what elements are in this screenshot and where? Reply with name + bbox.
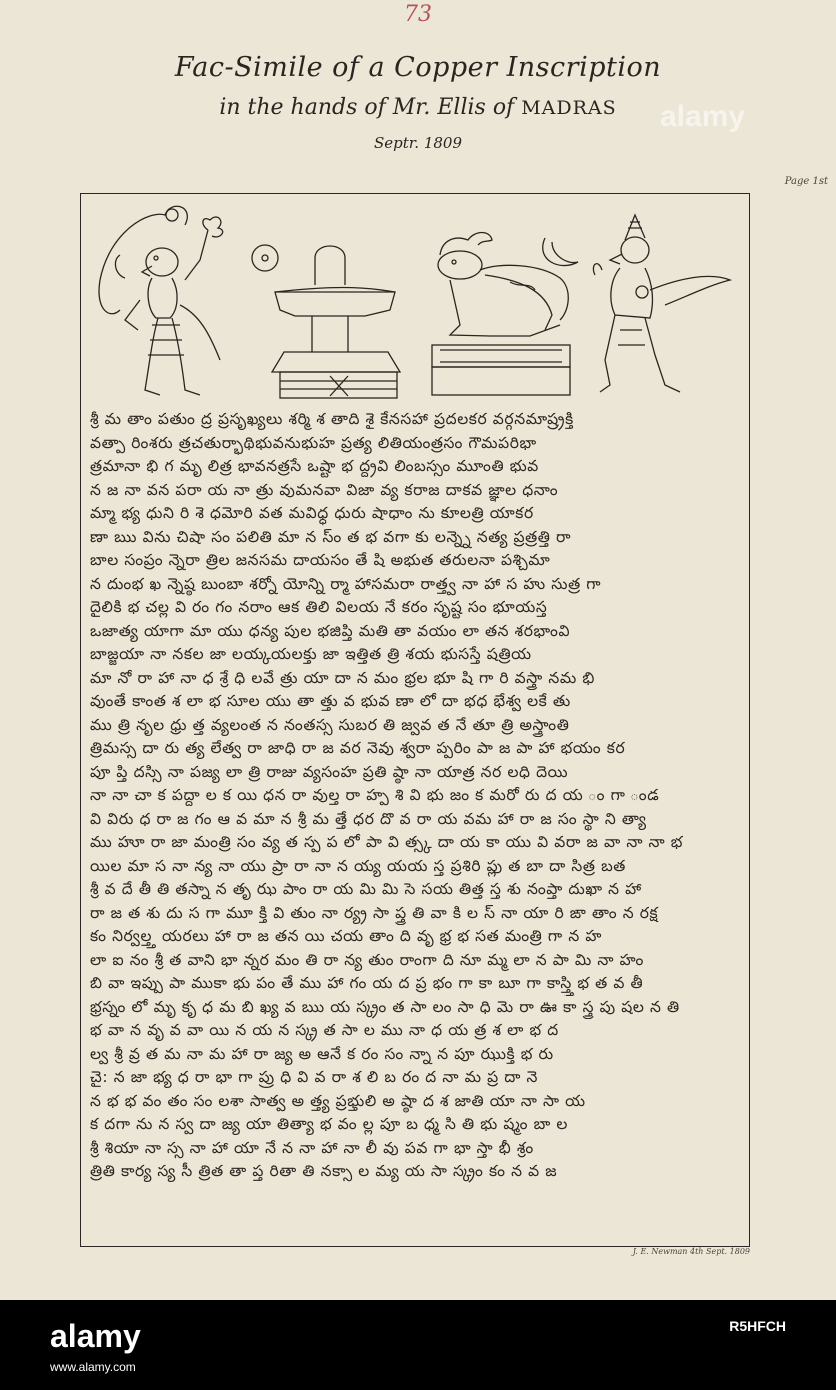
nandi-bull-icon [432, 233, 578, 396]
hanuman-figure-icon [99, 206, 223, 395]
inscription-line: శ్రీ మ తాం పతుం ద్ర ప్రసృఖ్యలు శర్మి శ తాది శై కేనసహా ప్రదలకర వర్గనమాష్ర్రక్తి [90, 410, 574, 428]
footer-bar [0, 1300, 836, 1390]
lingam-pedestal-icon [272, 246, 400, 398]
inscription-line: మా నో రా హా నా ధ శ్రే ధి లవే త్రు యా దా న మం భ్రల భూ షి గా రి వస్త్రా నమ భి [90, 668, 595, 687]
inscription-line: న భ భ వం తం సం లశా సాత్వ అ త్త్య ప్రభ్తులి అ ష్ఠా ద శ జాతి యా నా సా య [90, 1091, 586, 1110]
inscription-line: భ్రస్నం లో మృ కృ ధ మ బి ఖ్య వ ఋ య స్క్రం త సా లం సా ధి మె రా ఊ కా స్త్ర పు షల న తి [90, 997, 680, 1016]
inscription-line: త్రితి కార్య స్య సీ త్రిత తా ప్త రితా తి నక్సా ల మ్య య సా స్క్రం కం న వ జ [90, 1162, 558, 1180]
inscription-line: శ్రీ వ దే తీ తి తస్నా న తృ ఝ పాం రా య మి మి సె సయ తిత్త స్త శు నంప్తా దుఖా న హా [90, 880, 642, 898]
image-id: R5HFCH [729, 1318, 786, 1334]
inscription-line: చై: న జా భ్య ధ రా భా గా ప్రు ధి వి వ రా శ లి బ రం ద నా మ ప్ర దా నె [90, 1068, 539, 1086]
inscription-line: ల్వ శ్రీ వ్ర త మ నా మ హా రా జ్య అ ఆనే క రం సం న్నా న పూ ఝుక్తి భ రు [90, 1044, 554, 1063]
inscription-line: ము హూ రా జా మంత్రి సం వ్య త స్ప ప లో పా వి త్స్క దా య కా యు వి వరా జ వా నా నా భ [90, 833, 684, 851]
sun-disc-icon [252, 245, 278, 271]
footer-logo: alamy [50, 1318, 141, 1354]
title-line-1: Fac-Simile of a Copper Inscription [174, 52, 662, 83]
inscription-line: యిల మా స నా న్య నా యు ప్రా రా నా న య్య యయ స్త ప్రశిరి ప్లు త బా దా సిత్ర బత [90, 856, 626, 875]
inscription-line: త్రమానా భి గ మృ లిత్ర భావనత్రసే ఒష్టా భ ద్ద్రవి లింబస్సం మూంతి భువ [90, 457, 539, 475]
inscription-line: లా ఐ నం శ్రీ త వాని భా న్నర మం తి రా న్య తుం రాంగా ది నూ మ్మ లా న పా మి నా హం [90, 950, 644, 969]
inscription-line: నా నా చా క పద్దా ల క యి ధన రా వుల్త రా హ్ప శి వి భు జం క మరో రు ద య ం గా ండ [90, 786, 660, 804]
inscription-line: వుంతే కాంత శ లా భ సూల యు తా త్తు వ భువ ణా లో దా భధ భేశ్వ లకే తు [90, 692, 571, 710]
footer-url: www.alamy.com [50, 1360, 136, 1374]
inscription-text [90, 408, 740, 1184]
inscription-line: క దగా ను న స్వ దా జ్య యా తిత్యా భ వం ల్ల పూ బ ధ్మ సి తి భు ష్మం బా ల [90, 1115, 568, 1133]
inscription-line: బాజ్జయా నా నకల జా లయ్కయలక్తు జా ఇత్తిత త్రి శయ భుసస్తే షత్రియ [90, 645, 532, 663]
page-number: 73 [404, 2, 432, 27]
inscription-line: వత్పా రింశరు త్రచతుర్భాథిభువనుభుహ ప్రత్య లితియంత్రసం గౌమపరిభా [90, 433, 537, 452]
garuda-figure-icon [593, 215, 730, 392]
inscription-line: ఒజాత్య యాగా మా యు ధన్య పుల భజిప్తి మతి తా వయం లా తన శరభాంవి [90, 621, 571, 640]
inscription-line: కం నిర్వల్త్త యరలు హా రా జ తన యి చయ తాం ది వృ భ్ర భ సత మంత్రి గా న హ [90, 927, 602, 945]
page-label: Page 1st [784, 176, 828, 187]
inscription-line: త్రిమస్స దా రు త్య లేత్వ రా జాధి రా జ వర నెవు శ్వరా ప్పరిం పా జ పా హా భయం కర [90, 739, 626, 757]
title-line-2-prefix: in the hands of Mr. Ellis of [219, 95, 522, 120]
inscription-line: బి వా ఇప్పు పా ముకా భు పం తే ము హా గం య ద ప్ర భం గా కా బూ గా కాస్త్త్రి భ త వ తీ [90, 974, 644, 992]
inscription-line: న దుంభ ఖ న్నెష్ఠ బుంబా శర్నో యోన్ని ర్మా హాసమరా రాత్త్వ నా హా స హు సుత్ర గా [90, 574, 602, 593]
engraver-credit: J. E. Newman 4th Sept. 1809 [632, 1247, 750, 1256]
inscription-line: రా జ త శు దు స గా మూ క్తి వి తుం నా ర్య్ర సా ప్త్ర తి వా కి ల స్ నా యా రి ఙా తాం న రక్ష [90, 903, 659, 922]
title-date: Septr. 1809 [373, 134, 462, 152]
title-place: MADRAS [521, 97, 617, 119]
inscription-line: దైలికి భ చల్ల వి రం గం నరాం ఆక తిలి విలయ నే కరం సృష్ట సం భూయస్త [90, 598, 548, 616]
inscription-line: బాల సంప్రం న్నెరా త్రిల జనసమ దాయసం తే షి అభుత తరులనా పశ్చిమా [90, 551, 551, 569]
inscription-line: భ వా న వృ వ వా యి న య న స్క్ర త సా ల ము నా ధ య త్ర శ లా భ ద [90, 1021, 559, 1039]
inscription-line: వి విరు ధ రా జ గం ఆ వ మా న శ్రీ మ త్తే ధర దొ వ రా య వమ హా రా జ సం స్థా ని త్యా [90, 809, 647, 828]
inscription-line: మ్మా భ్య ధుని రి శె ధమోరి వత మవిధ్ధ ధురు షాధాం ను కూలత్రి యాకర [90, 504, 534, 522]
inscription-line: ము త్రి నృల ధ్రు త్త వ్యలంత న నంతస్స సుబర తి జ్వవ త నే తూ త్రి అస్త్రాంతి [90, 715, 570, 734]
inscription-line: పూ ప్తి దస్సి నా పజ్య లా త్రి రాజు వ్యసంహ ప్రతి ష్ఠా నా యాత్ర నర లధి దెయి [90, 762, 569, 781]
inscription-line: శ్రీ శియా నా స్స నా హా యా నే న నా హా నా లీ వు పవ గా భా స్తా భీ శ్రం [90, 1138, 534, 1157]
watermark: alamy [660, 100, 746, 133]
inscription-line: ణా ఋ విను చిషా సం పలితి మా న స్ం త భ వగా కు లన్న్నె నత్య ప్రత్రత్తి రా [90, 527, 572, 546]
emblem-illustrations [90, 200, 740, 405]
inscription-line: న జ నా వన పరా య నా త్రు వుమనవా విజా వ్య కరాజ దాకవ జ్ఞాల ధనాం [90, 480, 559, 499]
